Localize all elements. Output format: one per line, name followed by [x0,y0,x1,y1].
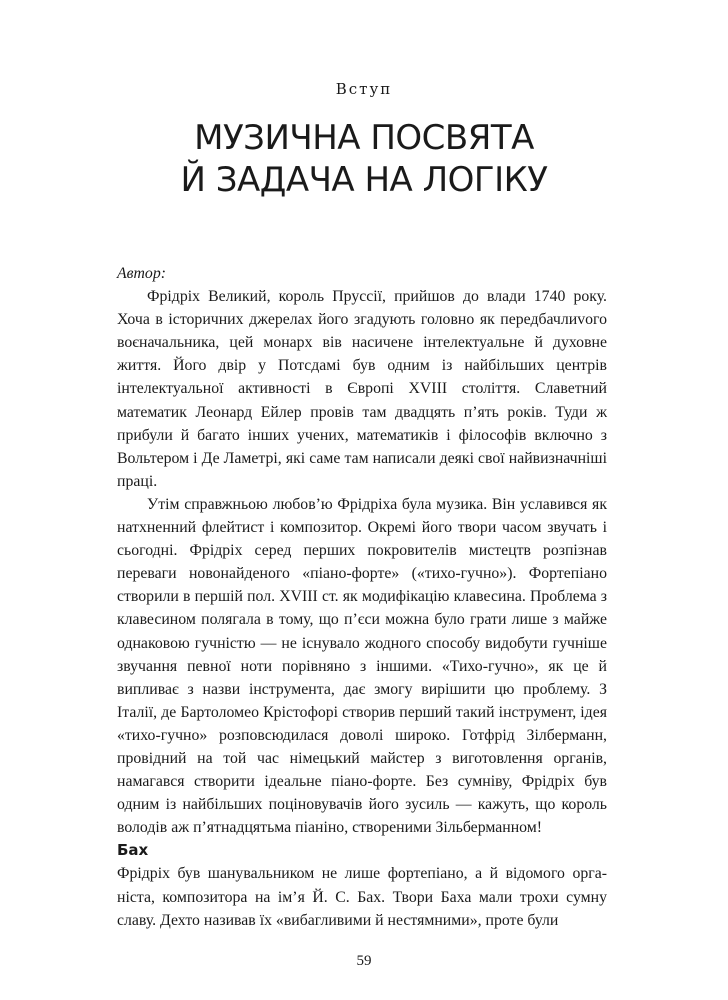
paragraph: Фрідріх Великий, король Пруссії, прийшов до влади 1740 року. Хоча в історичних джерелах його згадують головно як передбачлиvого воєначальника, цей монарх вів насичене інтелектуальне й духовне життя. Його двір у Потсдамі був одним із найбільших центрів інтелектуальної активності в Європі XVIII століття. Славетний математик Леонард Ейлер провів там двадцять п’ять років. Туди ж прибули й багато інших учених, математиків і філософів включно з Вольтером і Де Ламетрі, які саме там написали деякі свої найвизначніші праці. [117,288,607,490]
chapter-title [0,117,728,201]
paragraph: Утім справжньою любов’ю Фрідріха була музика. Він уславився як натхненний флейтист і композитор. Окремі його твори часом звучать і сьогодні. Фрідріх серед перших покровителів мистецтв розпізнав переваги новонайденого «піано-форте» («тихо-гучно»). Фортепіано створили в першій пол. XVIII ст. як модифікацію клавесина. Проблема з клавесином полягала в тому, що п’єси можна було грати лише з майже однаковою гучністю — не існувало жодного способу видобути гучніше звучання певної ноти порівняно з іншими. «Тихо-гучно», як це й випливає з назви інструмента, дає змогу вирішити цю проблему. З Італії, де Бартоломео Крістофорі створив перший такий інструмент, ідея «тихо-гучно» розповсюдилася доволі широко. Готфрід Зілберманн, провідний на той час німецький майстер з виготовлення органів, намагався створити ідеальне піано-форте. Без сумніву, Фрідріх був одним із найбільших поціновувачів його зусиль — кажуть, що король володів аж п’ятнадцятьма піаніно, створеними Зільберманном! [117,495,607,837]
chapter-title-line-1: МУЗИЧНА ПОСВЯТА [194,118,534,158]
author-label: Автор: [117,265,166,282]
body-text [117,262,607,932]
paragraph: Фрідріх був шанувальником не лише фортепіано, а й відомого органіста, композитора на ім’я Й. С. Бах. Твори Баха мали трохи сумну славу. Дехто називав їх «вибагливими й нестямними», проте були [117,865,607,929]
chapter-label: Вступ [335,80,393,98]
page-number: 59 [356,953,372,969]
section-heading: Бах [117,841,149,860]
chapter-title-line-2: Й ЗАДАЧА НА ЛОГІКУ [180,160,548,200]
